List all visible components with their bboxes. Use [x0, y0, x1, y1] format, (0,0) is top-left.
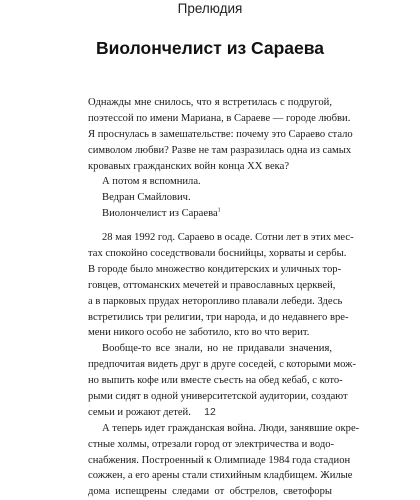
paragraph-line: В городе было множество кондитерских и уличных тор- — [88, 263, 342, 275]
paragraph-line: но выпить кофе или вместе съесть на обед кебаб, с кото- — [88, 375, 343, 387]
epigraph-line: кровавых гражданских войн конца XX века? — [88, 160, 290, 172]
paragraph-line: тах спокойно соседствовали боснийцы, хорваты и сербы. — [88, 248, 347, 260]
paragraph-line: предпочитая видеть друг в друге соседей, с которыми мож- — [88, 359, 356, 371]
epigraph-line: поэтессой по имени Мариана, в Сараеве — городе любви. — [88, 112, 351, 124]
paragraph-line: семьи и рожают детей. — [88, 406, 191, 418]
epigraph-tail-line: Ведран Смайлович. — [102, 192, 191, 204]
paragraph-line: рыми сидят в одной университетской аудитории, создают — [88, 391, 348, 403]
body-text — [88, 95, 360, 500]
epigraph-line: Я проснулась в замешательстве: почему это Сараево стало — [88, 128, 353, 140]
chapter-title: Виолончелист из Сараева — [95, 38, 325, 58]
paragraph-line: 28 мая 1992 год. Сараево в осаде. Сотни лет в этих мес- — [102, 232, 354, 244]
epigraph-signature: Виолончелист из Сараева — [102, 208, 218, 220]
epigraph-tail-line: А потом я вспомнила. — [102, 176, 201, 188]
epigraph-line: символом любви? Разве не там разразилась одна из самых — [88, 144, 352, 156]
paragraph-line: встретились три религии, три народа, и до недавнего вре- — [88, 311, 349, 323]
footnote-marker: 1 — [217, 207, 221, 214]
paragraph-line: Вообще-то все знали, но не придавали значения, — [102, 343, 332, 355]
epigraph-tail-line — [88, 206, 332, 222]
paragraph-line: мени никого особо не заботило, кто во что верит. — [88, 327, 310, 339]
paragraph-line: дома испещрены следами от обстрелов, светофоры — [88, 486, 332, 498]
paragraph-line: а в парковых прудах неторопливо плавали лебеди. Здесь — [88, 295, 343, 307]
epigraph-line: Однажды мне снилось, что я встретилась с подругой, — [88, 97, 332, 108]
running-header: Прелюдия — [177, 1, 243, 16]
paragraph-line: сожжен, а его арены стали стихийным кладбищем. Жилые — [88, 470, 353, 482]
paragraph-line: говцев, оттоманских мечетей и православных церквей, — [88, 279, 336, 291]
paragraph-line: стные холмы, отрезали город от электричества и водо- — [88, 438, 335, 450]
paragraph-line: А теперь идет гражданская война. Люди, занявшие окре- — [102, 422, 360, 434]
paragraph-line: снабжения. Построенный к Олимпиаде 1984 года стадион — [88, 454, 351, 466]
page-number: 12 — [204, 406, 216, 418]
